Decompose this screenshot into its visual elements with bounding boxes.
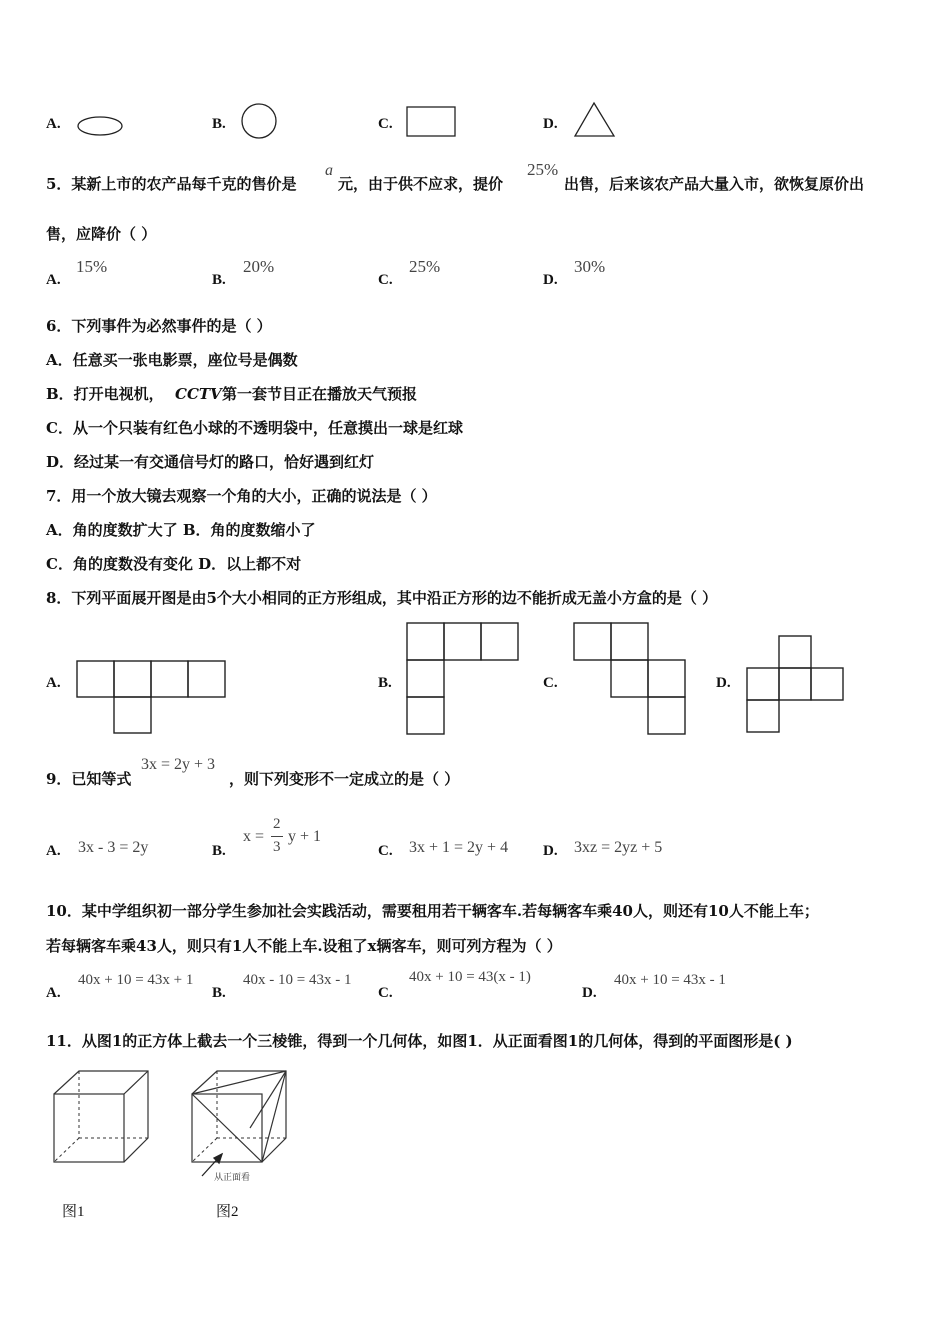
q5-label-d: D. (543, 272, 558, 288)
q5-option-b: 20% (243, 257, 275, 276)
q5-label-b: B. (212, 272, 226, 288)
q9-label-a: A. (46, 843, 61, 859)
q9-equation: 3x = 2y + 3 (141, 756, 216, 773)
q5-option-c: 25% (409, 257, 441, 276)
q6-option-c: C．从一个只装有红色小球的不透明袋中，任意摸出一球是红球 (46, 419, 463, 437)
q11-arrow-label: 从正面看 (214, 1173, 251, 1183)
q8-net-c (573, 622, 689, 736)
q11-figure1-caption: 图1 (62, 1204, 85, 1220)
q5-percent: 25% (527, 160, 559, 179)
q9-option-b-denominator: 3 (273, 839, 281, 855)
q6-option-a: A．任意买一张电影票，座位号是偶数 (46, 351, 298, 369)
q6-option-d: D．经过某一有交通信号灯的路口，恰好遇到红灯 (46, 453, 375, 471)
q7-options-cd: C．角的度数没有变化 D．以上都不对 (46, 555, 302, 573)
q5-stem-part3: 出售，后来该农产品大量入市，欲恢复原价出 (564, 175, 865, 193)
rectangle-shape (406, 106, 458, 138)
q8-net-b (406, 622, 522, 736)
q4-label-c: C. (378, 116, 393, 132)
q9-stem-part2: ，则下列变形不一定成立的是（ ） (229, 770, 460, 788)
q9-option-b-numerator: 2 (273, 816, 281, 832)
q11-stem: 11．从图1的正方体上截去一个三棱锥，得到一个几何体，如图1．从正面看图1的几何体，得到的平面图形是( ) (46, 1032, 793, 1050)
q6-option-b-part1: B．打开电视机， (46, 385, 164, 403)
q10-stem-line2: 若每辆客车乘43人，则只有1人不能上车.设租了x辆客车，则可列方程为（ ） (46, 937, 562, 955)
q9-label-b: B. (212, 843, 226, 859)
q6-option-b-part2: 第一套节目正在播放天气预报 (222, 385, 418, 403)
q9-label-c: C. (378, 843, 393, 859)
q5-label-c: C. (378, 272, 393, 288)
q5-stem-part1: 5．某新上市的农产品每千克的售价是 (46, 175, 297, 193)
q9-option-a: 3x - 3 = 2y (78, 839, 149, 856)
q9-stem-part1: 9．已知等式 (46, 770, 132, 788)
q5-option-d: 30% (574, 257, 606, 276)
q8-label-c: C. (543, 675, 558, 691)
q10-option-b: 40x - 10 = 43x - 1 (243, 972, 352, 988)
q10-label-d: D. (582, 985, 597, 1001)
q8-net-a (76, 660, 228, 736)
q4-label-a: A. (46, 116, 61, 132)
q10-label-a: A. (46, 985, 61, 1001)
q8-label-a: A. (46, 675, 61, 691)
q7-options-ab: A．角的度数扩大了 B．角的度数缩小了 (46, 521, 316, 539)
q10-label-b: B. (212, 985, 226, 1001)
q9-option-b-rhs: y + 1 (288, 828, 322, 845)
q4-label-d: D. (543, 116, 558, 132)
triangle-shape (573, 101, 617, 139)
q9-option-c: 3x + 1 = 2y + 4 (409, 839, 509, 856)
q5-var-a: a (325, 162, 333, 179)
q9-fraction-bar (271, 836, 283, 837)
q10-option-c: 40x + 10 = 43(x - 1) (409, 969, 531, 985)
q7-stem: 7．用一个放大镜去观察一个角的大小，正确的说法是（ ） (46, 487, 437, 505)
q8-label-d: D. (716, 675, 731, 691)
q4-label-b: B. (212, 116, 226, 132)
q6-option-b-cctv: CCTV (175, 385, 222, 403)
q10-label-c: C. (378, 985, 393, 1001)
q6-stem: 6．下列事件为必然事件的是（ ） (46, 317, 272, 335)
q9-option-b-lhs: x = (243, 828, 265, 845)
q10-option-d: 40x + 10 = 43x - 1 (614, 972, 726, 988)
q5-label-a: A. (46, 272, 61, 288)
ellipse-shape (76, 114, 126, 138)
q9-option-d: 3xz = 2yz + 5 (574, 839, 663, 856)
q5-option-a: 15% (76, 257, 108, 276)
q8-label-b: B. (378, 675, 392, 691)
circle-shape (240, 102, 280, 142)
q8-net-d (746, 635, 848, 735)
q9-label-d: D. (543, 843, 558, 859)
q10-option-a: 40x + 10 = 43x + 1 (78, 972, 194, 988)
q8-stem: 8．下列平面展开图是由5个大小相同的正方形组成，其中沿正方形的边不能折成无盖小方盒的是（ ） (46, 589, 718, 607)
q5-stem-part4: 售，应降价（ ） (46, 225, 157, 243)
q5-stem-part2: 元，由于供不应求，提价 (338, 175, 504, 193)
q11-figure1-cube (52, 1068, 152, 1168)
q11-figure2-caption: 图2 (216, 1204, 239, 1220)
q10-stem-line1: 10．某中学组织初一部分学生参加社会实践活动，需要租用若干辆客车.若每辆客车乘40人，则还有10人不能上车； (46, 902, 819, 920)
